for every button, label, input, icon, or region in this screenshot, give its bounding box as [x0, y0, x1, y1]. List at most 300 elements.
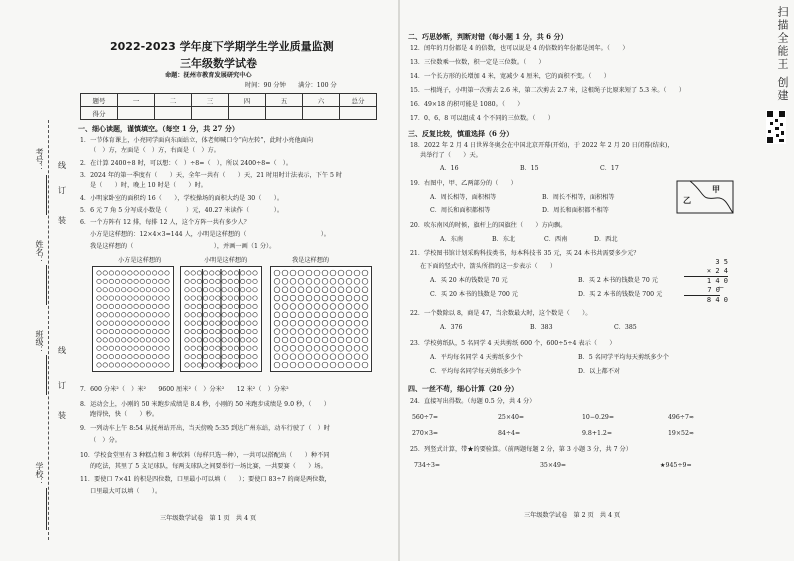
- oral-calc-item: 496÷7≈: [668, 414, 695, 421]
- array-dot: [191, 346, 195, 350]
- array-dot: [115, 338, 119, 342]
- array-dot: [228, 329, 232, 333]
- array-dot: [362, 287, 368, 293]
- array-dot: [274, 337, 280, 343]
- array-dot: [128, 313, 132, 317]
- array-dot: [330, 337, 336, 343]
- array-dot: [159, 304, 163, 308]
- array-dot: [115, 304, 119, 308]
- array-dot: [152, 321, 156, 325]
- dot-grid-mine[interactable]: [270, 266, 372, 372]
- exam-time-score: 时间：90 分钟 满分：100 分: [245, 82, 337, 89]
- array-dot: [253, 363, 257, 367]
- array-dot: [165, 288, 169, 292]
- binding-mark: 装: [58, 411, 66, 420]
- array-dot: [103, 304, 107, 308]
- array-dot: [134, 329, 138, 333]
- array-dot: [330, 354, 336, 360]
- array-dot: [346, 354, 352, 360]
- array-dot: [146, 296, 150, 300]
- array-dot: [140, 354, 144, 358]
- array-dot: [274, 312, 280, 318]
- array-dot: [330, 304, 336, 310]
- question-21-option: B．买 2 本书的钱数是 70 元: [578, 277, 658, 284]
- array-dot: [298, 287, 304, 293]
- array-dot: [159, 354, 163, 358]
- class-line: [46, 355, 47, 395]
- question-22: 22．一个数除以 8，商是 47，当余数最大时，这个数是（ ）。: [410, 310, 592, 317]
- array-dot: [322, 354, 328, 360]
- array-dot: [346, 329, 352, 335]
- array-dot: [234, 346, 238, 350]
- array-dot: [134, 279, 138, 283]
- array-dot: [240, 296, 244, 300]
- array-dot: [152, 354, 156, 358]
- array-dot: [115, 313, 119, 317]
- array-dot: [234, 304, 238, 308]
- score-header-cell: 四: [229, 94, 266, 107]
- array-dot: [228, 363, 232, 367]
- array-dot: [240, 354, 244, 358]
- score-cell[interactable]: [118, 107, 155, 120]
- array-dot: [354, 287, 360, 293]
- array-dot: [115, 346, 119, 350]
- array-dot: [128, 363, 132, 367]
- array-dot: [109, 321, 113, 325]
- binding-strip: [0, 0, 72, 561]
- array-dot: [103, 313, 107, 317]
- array-dot: [165, 313, 169, 317]
- array-dot: [298, 345, 304, 351]
- array-dot: [128, 346, 132, 350]
- question-8: 8．运动会上，小刚的 50 米跑步成绩是 8.4 秒，小刚的 50 米跑步成绩是 9.0 秒，（ ）: [80, 401, 330, 408]
- binding-mark: 订: [58, 186, 66, 195]
- array-dot: [253, 279, 257, 283]
- question-11: 11．要使口 7×41 的积是四位数，口里最小可以填（ ）；要使口 83÷7 的商是两位数，: [80, 476, 331, 483]
- array-dot: [330, 278, 336, 284]
- question-21-option: C．买 20 本书的钱数是 700 元: [430, 291, 518, 298]
- name-label: 姓名：: [35, 240, 44, 264]
- question-19-option: A．周长相等，面积相等: [430, 194, 497, 201]
- array-dot: [228, 338, 232, 342]
- array-dot: [203, 321, 207, 325]
- array-dot: [97, 296, 101, 300]
- array-dot: [122, 313, 126, 317]
- array-dot: [140, 329, 144, 333]
- question-6-fang: 小方是这样想的：12×4×3=144 人，小明是这样想的（ ）。: [90, 231, 330, 238]
- array-dot: [140, 338, 144, 342]
- array-dot: [354, 312, 360, 318]
- array-dot: [240, 304, 244, 308]
- array-dot: [314, 345, 320, 351]
- array-dot: [222, 288, 226, 292]
- array-dot: [216, 346, 220, 350]
- array-dot: [234, 363, 238, 367]
- array-dot: [222, 346, 226, 350]
- array-dot: [128, 271, 132, 275]
- array-dot: [210, 313, 214, 317]
- exam-title: 2022-2023 学年度下学期学生学业质量监测: [110, 40, 334, 53]
- array-dot: [210, 346, 214, 350]
- array-dot: [191, 354, 195, 358]
- array-dot: [274, 320, 280, 326]
- array-dot: [197, 363, 201, 367]
- array-dot: [228, 288, 232, 292]
- array-split-line: [220, 269, 221, 369]
- array-dot: [97, 279, 101, 283]
- array-dot: [282, 337, 288, 343]
- array-dot: [282, 312, 288, 318]
- array-dot: [203, 354, 207, 358]
- array-dot: [240, 329, 244, 333]
- array-dot: [115, 363, 119, 367]
- array-dot: [282, 320, 288, 326]
- array-dot: [222, 363, 226, 367]
- array-dot: [253, 271, 257, 275]
- array-dot: [338, 354, 344, 360]
- array-dot: [203, 313, 207, 317]
- array-dot: [253, 338, 257, 342]
- array-dot: [191, 279, 195, 283]
- array-dot: [314, 320, 320, 326]
- array-dot: [247, 354, 251, 358]
- array-dot: [322, 337, 328, 343]
- score-cell[interactable]: [303, 107, 340, 120]
- array-dot: [210, 338, 214, 342]
- array-dot: [216, 354, 220, 358]
- array-dot: [146, 304, 150, 308]
- array-dot: [115, 329, 119, 333]
- written-calc-item: 35×49=: [540, 462, 567, 469]
- calc-line: 8 4 0: [706, 296, 728, 304]
- array-dot: [330, 329, 336, 335]
- array-dot: [109, 279, 113, 283]
- array-dot: [234, 338, 238, 342]
- array-dot: [97, 329, 101, 333]
- array-dot: [234, 329, 238, 333]
- array-dot: [210, 354, 214, 358]
- array-dot: [222, 354, 226, 358]
- exam-number-label: 考号：: [35, 148, 44, 172]
- array-dot: [203, 271, 207, 275]
- array-dot: [185, 288, 189, 292]
- array-dot: [222, 321, 226, 325]
- array-dot: [338, 337, 344, 343]
- question-9-cont: （ ）分。: [90, 437, 121, 444]
- array-dot: [191, 363, 195, 367]
- array-dot: [122, 304, 126, 308]
- array-dot: [362, 337, 368, 343]
- array-dot: [97, 338, 101, 342]
- array-dot: [228, 346, 232, 350]
- array-dot: [362, 354, 368, 360]
- array-dot: [247, 279, 251, 283]
- array-dot: [197, 346, 201, 350]
- array-dot: [354, 278, 360, 284]
- region-label-jia: 甲: [712, 185, 720, 194]
- array-dot: [97, 271, 101, 275]
- array-dot: [97, 346, 101, 350]
- array-dot: [152, 296, 156, 300]
- caption-mine: 我是这样想的: [292, 257, 330, 264]
- array-dot: [282, 304, 288, 310]
- array-dot: [314, 362, 320, 368]
- array-dot: [234, 313, 238, 317]
- array-dot: [306, 354, 312, 360]
- array-dot: [165, 296, 169, 300]
- array-dot: [165, 321, 169, 325]
- array-dot: [298, 295, 304, 301]
- array-dot: [282, 287, 288, 293]
- array-dot: [165, 338, 169, 342]
- array-dot: [122, 329, 126, 333]
- calc-line: 3 5: [715, 258, 728, 266]
- score-cell[interactable]: [266, 107, 303, 120]
- array-dot: [346, 287, 352, 293]
- question-23: 23．学校剪纸队，5 名同学 4 天共剪纸 600 个，600÷5÷4 表示（ ）: [410, 340, 616, 347]
- array-dot: [109, 288, 113, 292]
- array-dot: [103, 288, 107, 292]
- array-dot: [191, 329, 195, 333]
- array-dot: [203, 346, 207, 350]
- array-dot: [322, 345, 328, 351]
- array-dot: [306, 337, 312, 343]
- array-dot: [134, 296, 138, 300]
- page-footer-left: 三年级数学试卷 第 1 页 共 4 页: [160, 515, 257, 522]
- array-dot: [362, 329, 368, 335]
- array-dot: [97, 321, 101, 325]
- score-header-cell: 六: [303, 94, 340, 107]
- array-dot: [298, 312, 304, 318]
- exam-subtitle: 三年级数学试卷: [180, 57, 257, 70]
- array-dot: [109, 329, 113, 333]
- array-dot: [146, 363, 150, 367]
- array-dot: [362, 304, 368, 310]
- array-dot: [234, 288, 238, 292]
- array-dot: [103, 338, 107, 342]
- array-dot: [185, 279, 189, 283]
- array-dot: [152, 363, 156, 367]
- array-dot: [115, 354, 119, 358]
- array-dot: [330, 312, 336, 318]
- caption-xiaoming: 小明是这样想的: [204, 257, 248, 264]
- array-dot: [159, 321, 163, 325]
- array-dot: [306, 270, 312, 276]
- score-cell[interactable]: [155, 107, 192, 120]
- question-18-option: A．16: [440, 165, 459, 172]
- array-dot: [298, 337, 304, 343]
- array-dot: [109, 363, 113, 367]
- array-dot: [247, 271, 251, 275]
- array-dot: [354, 270, 360, 276]
- array-dot: [115, 279, 119, 283]
- array-dot: [185, 354, 189, 358]
- oral-calc-item: 560÷7=: [412, 414, 439, 421]
- array-dot: [197, 321, 201, 325]
- question-19-option: B．周长不相等，面积相等: [542, 194, 615, 201]
- array-dot: [165, 363, 169, 367]
- array-dot: [253, 329, 257, 333]
- array-dot: [222, 313, 226, 317]
- array-dot: [152, 338, 156, 342]
- array-dot: [247, 304, 251, 308]
- name-line: [46, 265, 47, 305]
- array-dot: [128, 304, 132, 308]
- array-dot: [109, 304, 113, 308]
- array-dot: [134, 288, 138, 292]
- array-dot: [274, 304, 280, 310]
- array-dot: [210, 296, 214, 300]
- array-dot: [274, 278, 280, 284]
- question-4: 4．小明家卧室的面积约 16（ ），学校操场的面积大约是 30（ ）。: [80, 195, 284, 202]
- array-dot: [354, 329, 360, 335]
- array-dot: [274, 295, 280, 301]
- question-23-option: C．平均每名同学每天剪纸多少个: [430, 368, 522, 375]
- question-14: 14．一个长方形的长增加 4 米，宽减少 4 厘米，它的面积不变。（ ）: [410, 73, 610, 80]
- array-dot: [253, 296, 257, 300]
- array-dot: [322, 329, 328, 335]
- array-dot: [290, 362, 296, 368]
- array-dot: [354, 362, 360, 368]
- array-dot: [228, 321, 232, 325]
- array-dot: [115, 321, 119, 325]
- array-dot: [103, 346, 107, 350]
- array-dot: [228, 271, 232, 275]
- question-23-option: A．平均每名同学 4 天剪纸多少个: [430, 354, 523, 361]
- array-dot: [210, 271, 214, 275]
- region-label-yi: 乙: [683, 196, 691, 205]
- array-dot: [274, 287, 280, 293]
- array-dot: [282, 362, 288, 368]
- array-dot: [330, 295, 336, 301]
- dot-grid-xiaoming: [180, 266, 262, 372]
- array-dot: [247, 363, 251, 367]
- array-dot: [197, 296, 201, 300]
- array-dot: [298, 329, 304, 335]
- question-12: 12．闰年的月份都是 4 的倍数，也可以说是 4 的倍数的年份都是闰年。（ ）: [410, 45, 629, 52]
- array-dot: [191, 338, 195, 342]
- question-18-cont: 共举行了（ ）天。: [420, 152, 482, 159]
- array-dot: [222, 279, 226, 283]
- question-18-option: B．15: [520, 165, 539, 172]
- array-dot: [240, 321, 244, 325]
- calc-line: 7 0: [684, 286, 720, 296]
- array-dot: [185, 338, 189, 342]
- array-dot: [362, 295, 368, 301]
- score-cell[interactable]: [340, 107, 377, 120]
- array-dot: [134, 354, 138, 358]
- oral-calc-item: 19×52≈: [668, 430, 695, 437]
- array-dot: [140, 296, 144, 300]
- array-dot: [165, 271, 169, 275]
- array-dot: [140, 279, 144, 283]
- array-dot: [146, 321, 150, 325]
- array-dot: [362, 270, 368, 276]
- array-dot: [216, 271, 220, 275]
- array-dot: [210, 288, 214, 292]
- array-dot: [197, 271, 201, 275]
- array-dot: [134, 271, 138, 275]
- array-dot: [159, 296, 163, 300]
- score-header-cell: 题号: [81, 94, 118, 107]
- question-23-option: B．5 名同学平均每天剪纸多少个: [578, 354, 669, 361]
- array-dot: [330, 345, 336, 351]
- array-dot: [247, 329, 251, 333]
- array-dot: [140, 346, 144, 350]
- array-dot: [253, 313, 257, 317]
- array-dot: [247, 346, 251, 350]
- array-dot: [290, 329, 296, 335]
- array-dot: [274, 354, 280, 360]
- question-10-cont: 的吃法，其里了 5 支足球队，每两支球队之间要举行一场比赛，一共要赛（ ）场。: [90, 463, 327, 470]
- array-dot: [122, 271, 126, 275]
- array-dot: [322, 295, 328, 301]
- array-dot: [152, 346, 156, 350]
- array-dot: [103, 271, 107, 275]
- question-5: 5．6 元 7 角 5 分写成小数是（ ）元，40.27 米读作（ ）。: [80, 207, 284, 214]
- array-dot: [282, 354, 288, 360]
- array-dot: [216, 329, 220, 333]
- array-dot: [185, 363, 189, 367]
- array-dot: [159, 329, 163, 333]
- array-dot: [298, 270, 304, 276]
- array-dot: [282, 270, 288, 276]
- calc-arrow-icon: ←: [718, 284, 724, 292]
- score-cell[interactable]: [192, 107, 229, 120]
- array-dot: [197, 279, 201, 283]
- array-dot: [234, 271, 238, 275]
- score-cell[interactable]: [229, 107, 266, 120]
- array-dot: [290, 270, 296, 276]
- array-dot: [109, 354, 113, 358]
- array-dot: [346, 362, 352, 368]
- question-19: 19．右图中，甲、乙两部分的（ ）: [410, 180, 517, 187]
- array-dot: [109, 271, 113, 275]
- array-dot: [128, 329, 132, 333]
- array-dot: [146, 329, 150, 333]
- array-dot: [346, 295, 352, 301]
- written-calc-item: ★945÷9=: [660, 462, 692, 469]
- array-dot: [152, 313, 156, 317]
- array-dot: [134, 304, 138, 308]
- array-dot: [146, 354, 150, 358]
- question-17: 17．0、6、8 可以组成 4 个不同的三位数。（ ）: [410, 115, 554, 122]
- array-dot: [109, 313, 113, 317]
- array-dot: [247, 338, 251, 342]
- array-dot: [298, 354, 304, 360]
- array-dot: [115, 271, 119, 275]
- array-dot: [362, 345, 368, 351]
- array-dot: [140, 313, 144, 317]
- array-dot: [185, 304, 189, 308]
- array-dot: [354, 337, 360, 343]
- question-21-option: D．买 2 本书的钱数是 700 元: [578, 291, 663, 298]
- array-dot: [338, 362, 344, 368]
- qr-code-icon: [766, 110, 786, 144]
- array-dot: [159, 288, 163, 292]
- question-22-option: C．385: [614, 324, 637, 331]
- array-dot: [216, 313, 220, 317]
- array-split-line: [202, 269, 203, 369]
- caption-xiaofang: 小方是这样想的: [118, 257, 162, 264]
- array-dot: [134, 321, 138, 325]
- array-dot: [306, 345, 312, 351]
- array-dot: [330, 270, 336, 276]
- array-dot: [109, 346, 113, 350]
- array-dot: [306, 278, 312, 284]
- array-dot: [306, 295, 312, 301]
- oral-calc-item: 10−0.29=: [582, 414, 615, 421]
